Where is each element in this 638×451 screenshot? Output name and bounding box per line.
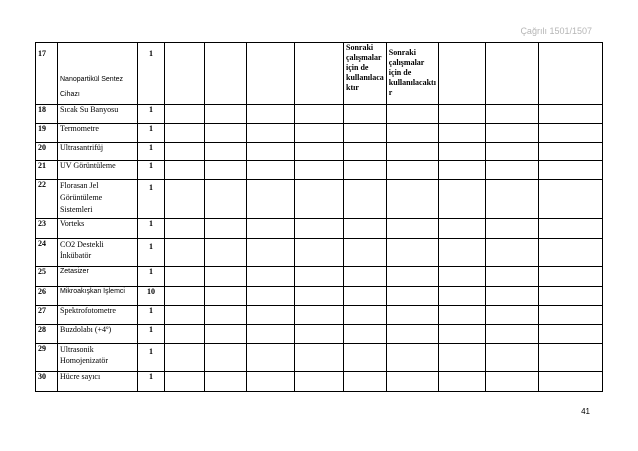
empty-cell (485, 105, 538, 124)
empty-cell (438, 143, 485, 161)
empty-cell (438, 239, 485, 267)
table-row (36, 325, 603, 344)
row-number: 20 (36, 143, 58, 161)
empty-cell (538, 287, 602, 306)
empty-cell (386, 124, 438, 143)
table-row (36, 372, 603, 392)
empty-cell (165, 143, 205, 161)
table-row (36, 161, 603, 180)
empty-cell (205, 180, 247, 219)
empty-cell (247, 161, 295, 180)
empty-cell (386, 143, 438, 161)
table-row (36, 143, 603, 161)
table-row (36, 306, 603, 325)
empty-cell (538, 325, 602, 344)
empty-cell (205, 287, 247, 306)
empty-cell (295, 105, 344, 124)
quantity: 1 (138, 306, 165, 325)
empty-cell (165, 161, 205, 180)
empty-cell (205, 219, 247, 239)
quantity: 1 (138, 143, 165, 161)
empty-cell (247, 124, 295, 143)
row-number: 27 (36, 306, 58, 325)
empty-cell (386, 344, 438, 372)
empty-cell (538, 143, 602, 161)
table-row (36, 105, 603, 124)
empty-cell (485, 325, 538, 344)
equipment-name: Sıcak Su Banyosu (58, 105, 138, 124)
empty-cell (165, 306, 205, 325)
empty-cell (344, 219, 387, 239)
empty-cell (205, 161, 247, 180)
equipment-name: Ultrasantrifüj (58, 143, 138, 161)
empty-cell (247, 287, 295, 306)
empty-cell (538, 161, 602, 180)
empty-cell (165, 105, 205, 124)
empty-cell (485, 124, 538, 143)
empty-cell (295, 219, 344, 239)
empty-cell (295, 372, 344, 392)
empty-cell (438, 325, 485, 344)
table-row (36, 267, 603, 287)
empty-cell (295, 143, 344, 161)
quantity: 1 (138, 43, 165, 105)
empty-cell (205, 239, 247, 267)
row-number: 22 (36, 180, 58, 219)
empty-cell (247, 180, 295, 219)
table-row (36, 180, 603, 219)
empty-cell (205, 124, 247, 143)
empty-cell (386, 219, 438, 239)
empty-cell (538, 306, 602, 325)
row-number: 28 (36, 325, 58, 344)
empty-cell (295, 267, 344, 287)
empty-cell (344, 124, 387, 143)
empty-cell (485, 219, 538, 239)
empty-cell (295, 43, 344, 105)
empty-cell (295, 287, 344, 306)
row-number: 30 (36, 372, 58, 392)
empty-cell (165, 219, 205, 239)
empty-cell (295, 161, 344, 180)
row-number: 18 (36, 105, 58, 124)
empty-cell (344, 180, 387, 219)
page-header-note: Çağrılı 1501/1507 (520, 26, 592, 36)
empty-cell (165, 372, 205, 392)
equipment-name: Zetasizer (58, 267, 138, 287)
empty-cell (538, 372, 602, 392)
empty-cell (386, 161, 438, 180)
empty-cell (386, 105, 438, 124)
empty-cell (247, 306, 295, 325)
empty-cell (205, 344, 247, 372)
table-row (36, 124, 603, 143)
equipment-name: Florasan Jel Görüntüleme Sistemleri (58, 180, 138, 219)
equipment-name: UV Görüntüleme (58, 161, 138, 180)
empty-cell (538, 180, 602, 219)
empty-cell (344, 372, 387, 392)
empty-cell (295, 325, 344, 344)
empty-cell (205, 306, 247, 325)
row-number: 17 (36, 43, 58, 105)
empty-cell (205, 325, 247, 344)
empty-cell (438, 43, 485, 105)
empty-cell (295, 239, 344, 267)
empty-cell (485, 161, 538, 180)
empty-cell (247, 267, 295, 287)
page-number: 41 (581, 407, 590, 416)
quantity: 1 (138, 105, 165, 124)
empty-cell (344, 344, 387, 372)
empty-cell (386, 306, 438, 325)
empty-cell (165, 239, 205, 267)
equipment-name: CO2 Destekli İnkübatör (58, 239, 138, 267)
empty-cell (538, 344, 602, 372)
empty-cell (295, 180, 344, 219)
equipment-name: Termometre (58, 124, 138, 143)
quantity: 1 (138, 267, 165, 287)
quantity: 1 (138, 372, 165, 392)
empty-cell (295, 344, 344, 372)
quantity: 1 (138, 161, 165, 180)
empty-cell (438, 287, 485, 306)
empty-cell (344, 267, 387, 287)
empty-cell (438, 267, 485, 287)
empty-cell (247, 143, 295, 161)
usage-note: Sonraki çalışmalar için de kullanılaca ktır (344, 43, 387, 105)
equipment-table (35, 42, 603, 392)
empty-cell (247, 219, 295, 239)
row-number: 29 (36, 344, 58, 372)
empty-cell (485, 43, 538, 105)
empty-cell (386, 239, 438, 267)
empty-cell (386, 180, 438, 219)
empty-cell (205, 43, 247, 105)
empty-cell (247, 43, 295, 105)
empty-cell (438, 180, 485, 219)
empty-cell (165, 124, 205, 143)
empty-cell (247, 239, 295, 267)
row-number: 26 (36, 287, 58, 306)
empty-cell (344, 161, 387, 180)
table-row (36, 239, 603, 267)
row-number: 21 (36, 161, 58, 180)
empty-cell (165, 43, 205, 105)
quantity: 1 (138, 325, 165, 344)
table-row (36, 219, 603, 239)
quantity: 1 (138, 239, 165, 267)
quantity: 1 (138, 219, 165, 239)
row-number: 19 (36, 124, 58, 143)
empty-cell (205, 372, 247, 392)
empty-cell (438, 372, 485, 392)
equipment-name: Mikroakışkan İşlemci (58, 287, 138, 306)
empty-cell (485, 287, 538, 306)
empty-cell (344, 287, 387, 306)
empty-cell (438, 161, 485, 180)
equipment-name: Nanopartikül Sentez Cihazı (58, 43, 138, 105)
empty-cell (538, 267, 602, 287)
table-row (36, 43, 603, 105)
empty-cell (165, 325, 205, 344)
empty-cell (485, 267, 538, 287)
empty-cell (165, 267, 205, 287)
empty-cell (538, 105, 602, 124)
empty-cell (205, 105, 247, 124)
row-number: 24 (36, 239, 58, 267)
empty-cell (344, 306, 387, 325)
empty-cell (485, 372, 538, 392)
empty-cell (386, 267, 438, 287)
empty-cell (247, 344, 295, 372)
empty-cell (538, 239, 602, 267)
empty-cell (538, 219, 602, 239)
empty-cell (485, 239, 538, 267)
empty-cell (344, 143, 387, 161)
empty-cell (295, 124, 344, 143)
empty-cell (485, 143, 538, 161)
quantity: 1 (138, 180, 165, 219)
empty-cell (165, 287, 205, 306)
empty-cell (247, 325, 295, 344)
empty-cell (485, 306, 538, 325)
empty-cell (485, 344, 538, 372)
row-number: 25 (36, 267, 58, 287)
empty-cell (438, 124, 485, 143)
empty-cell (205, 267, 247, 287)
empty-cell (247, 105, 295, 124)
empty-cell (538, 124, 602, 143)
table-row (36, 344, 603, 372)
empty-cell (538, 43, 602, 105)
empty-cell (247, 372, 295, 392)
empty-cell (165, 180, 205, 219)
empty-cell (386, 372, 438, 392)
quantity: 1 (138, 124, 165, 143)
empty-cell (386, 325, 438, 344)
empty-cell (295, 306, 344, 325)
equipment-name: Ultrasonik Homojenizatör (58, 344, 138, 372)
equipment-name: Spektrofotometre (58, 306, 138, 325)
quantity: 1 (138, 344, 165, 372)
empty-cell (386, 287, 438, 306)
quantity: 10 (138, 287, 165, 306)
empty-cell (438, 306, 485, 325)
empty-cell (344, 325, 387, 344)
empty-cell (205, 143, 247, 161)
equipment-name: Hücre sayıcı (58, 372, 138, 392)
equipment-name: Vorteks (58, 219, 138, 239)
empty-cell (165, 344, 205, 372)
empty-cell (485, 180, 538, 219)
empty-cell (344, 105, 387, 124)
row-number: 23 (36, 219, 58, 239)
empty-cell (438, 105, 485, 124)
usage-note: Sonraki çalışmalar için de kullanılacaktı r (386, 43, 438, 105)
empty-cell (438, 219, 485, 239)
table-row (36, 287, 603, 306)
equipment-name: Buzdolabı (+4º) (58, 325, 138, 344)
empty-cell (344, 239, 387, 267)
empty-cell (438, 344, 485, 372)
